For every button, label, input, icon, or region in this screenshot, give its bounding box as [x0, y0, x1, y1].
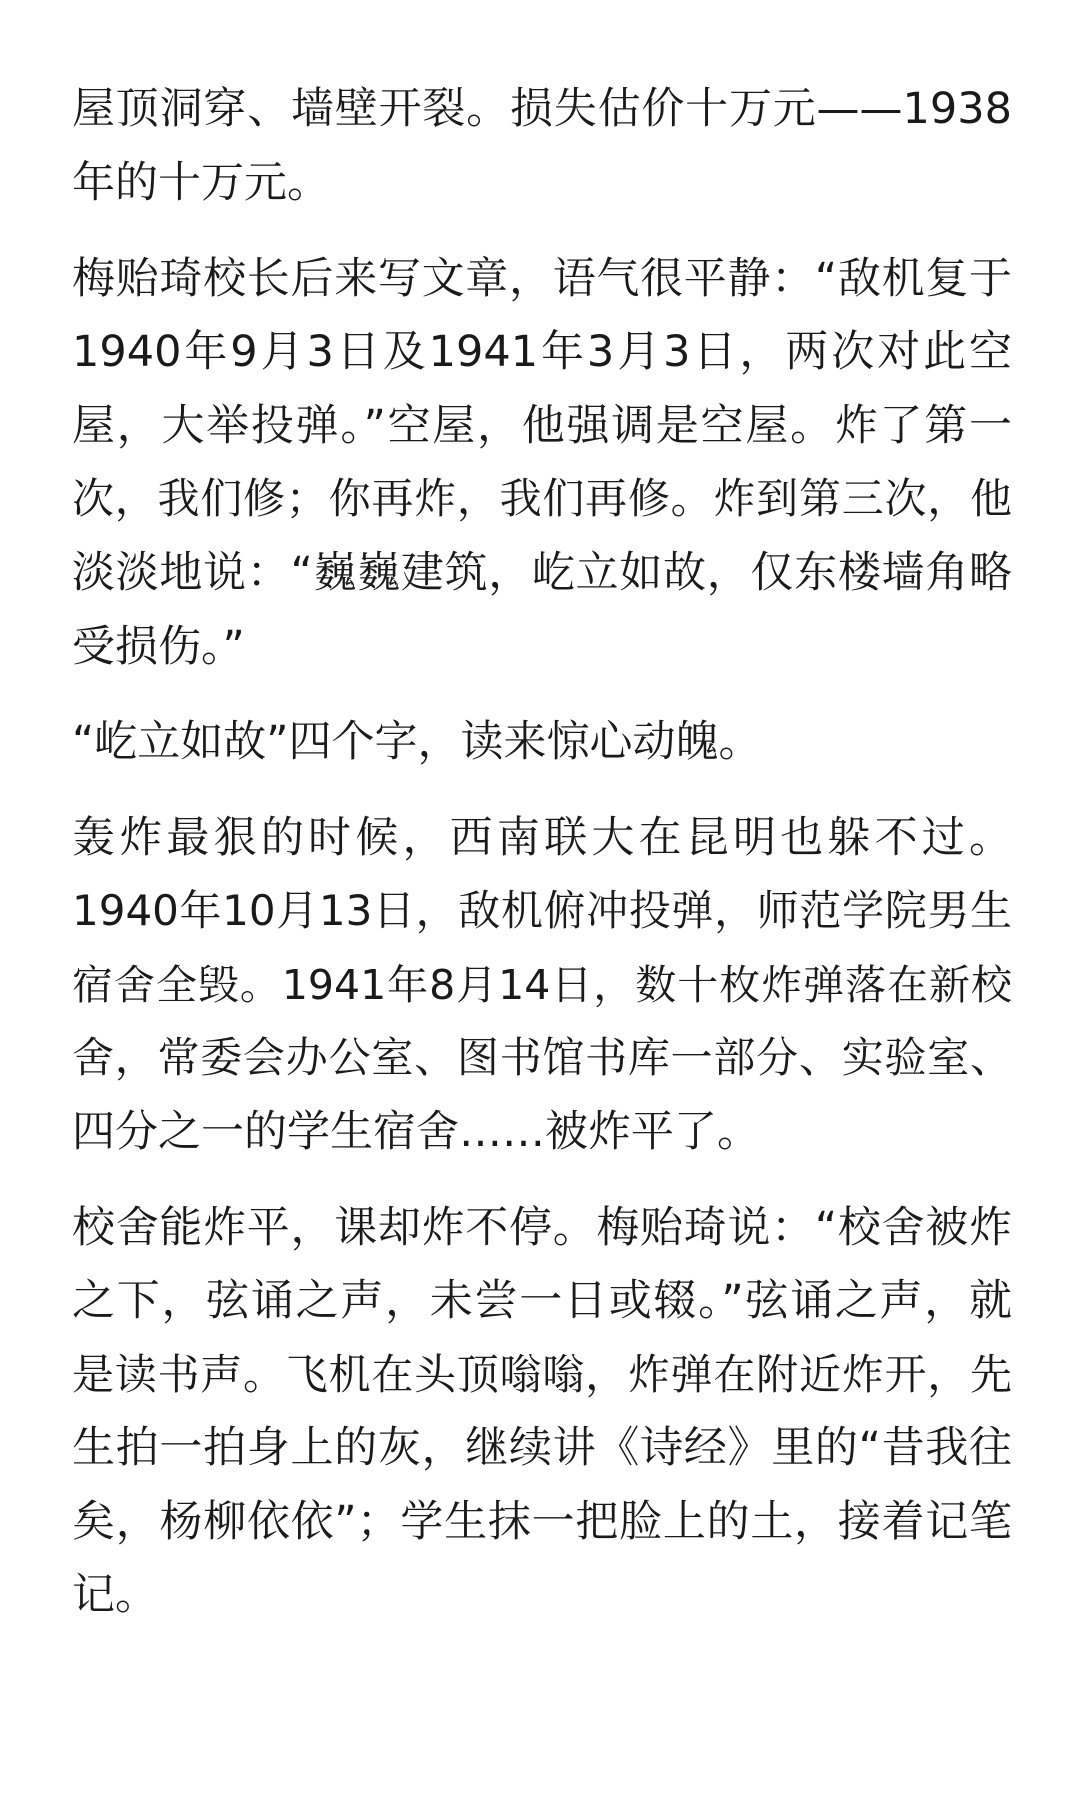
text-line: 之下，弦诵之声，未尝一日或辍。”弦诵之声，就	[72, 1276, 1012, 1326]
text-line: 1940年10月13日，敌机俯冲投弹，师范学院男生	[72, 886, 1012, 935]
text-line: 是读书声。飞机在头顶嗡嗡，炸弹在附近炸开，先	[72, 1350, 1012, 1399]
text-line: 年的十万元。	[72, 158, 330, 208]
text-line: 淡淡地说：“巍巍建筑，屹立如故，仅东楼墙角略	[72, 548, 1012, 598]
text-line: 矣，杨柳依依”；学生抹一把脸上的土，接着记笔	[72, 1497, 1012, 1547]
text-line: 屋，大举投弹。”空屋，他强调是空屋。炸了第一	[72, 401, 1012, 451]
text-line: 受损伤。”	[72, 622, 245, 672]
text-line: 宿舍全毁。1941年8月14日，数十枚炸弹落在新校	[72, 961, 1012, 1009]
text-line: 屋顶洞穿、墙壁开裂。损失估价十万元——1938	[72, 84, 1012, 134]
text-line: 次，我们修；你再炸，我们再修。炸到第三次，他	[72, 474, 1012, 523]
text-line: 轰炸最狠的时候，西南联大在昆明也躲不过。	[72, 813, 1012, 863]
text-line: 舍，常委会办公室、图书馆书库一部分、实验室、	[72, 1033, 1012, 1082]
text-line: 四分之一的学生宿舍……被炸平了。	[72, 1107, 760, 1157]
text-line: 校舍能炸平，课却炸不停。梅贻琦说：“校舍被炸	[72, 1203, 1012, 1253]
text-line: 记。	[72, 1570, 158, 1620]
text-line: “屹立如故”四个字，读来惊心动魄。	[72, 717, 762, 767]
text-line: 生拍一拍身上的灰，继续讲《诗经》里的“昔我往	[72, 1423, 1012, 1473]
text-line: 1940年9月3日及1941年3月3日，两次对此空	[72, 327, 1012, 377]
text-line: 梅贻琦校长后来写文章，语气很平静：“敌机复于	[72, 254, 1012, 304]
